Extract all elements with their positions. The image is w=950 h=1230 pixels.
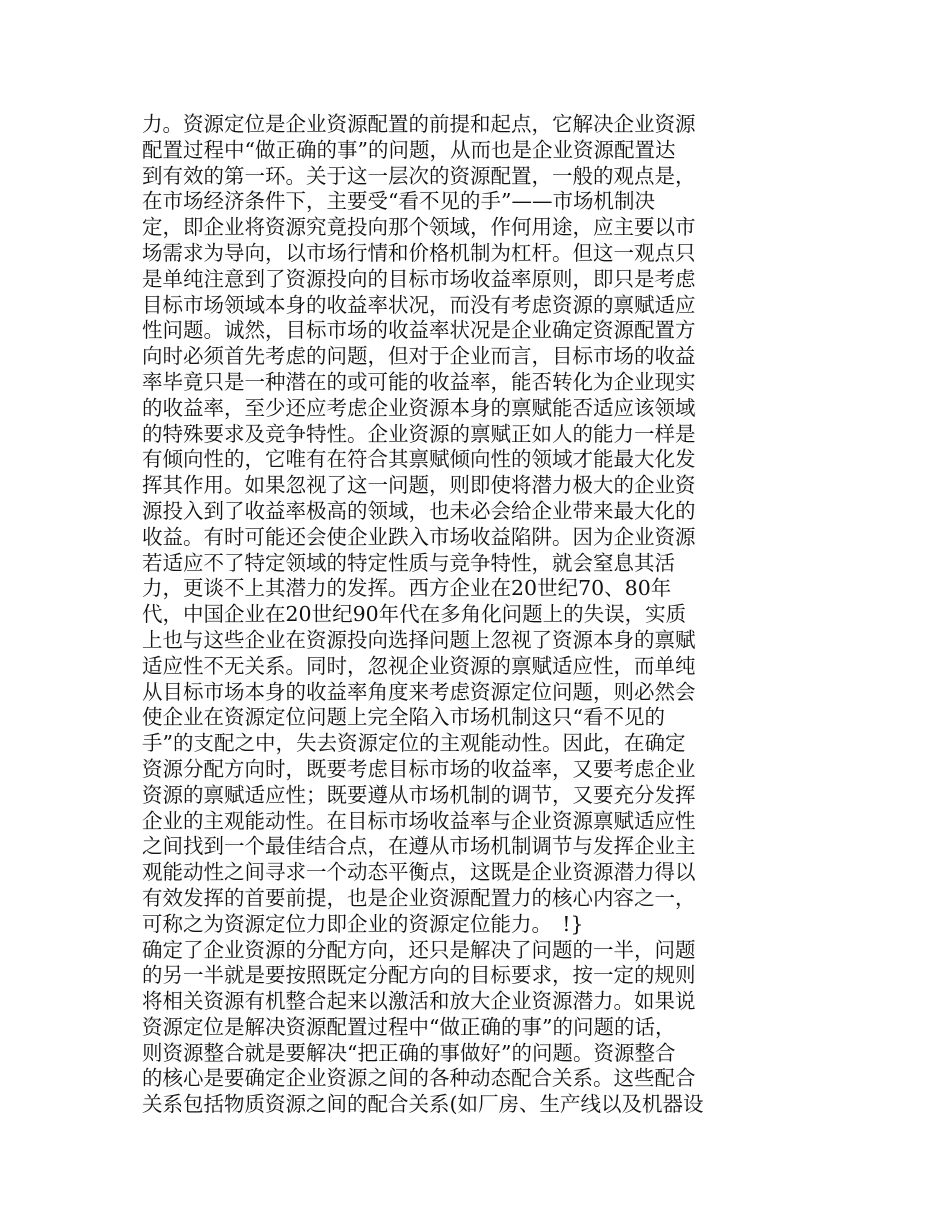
text-line: 目标市场领域本身的收益率状况，而没有考虑资源的禀赋适应 xyxy=(142,292,696,317)
text-line: 配置过程中“做正确的事”的问题，从而也是企业资源配置达 xyxy=(142,137,676,162)
text-line: 挥其作用。如果忽视了这一问题，则即使将潜力极大的企业资 xyxy=(142,473,696,498)
text-line: 的特殊要求及竞争特性。企业资源的禀赋正如人的能力一样是 xyxy=(142,421,696,446)
text-line: 有倾向性的，它唯有在符合其禀赋倾向性的领域才能最大化发 xyxy=(142,447,696,472)
text-line: 代，中国企业在20世纪90年代在多角化问题上的失误，实质 xyxy=(142,602,687,627)
text-line: 性问题。诚然，目标市场的收益率状况是企业确定资源配置方 xyxy=(142,318,696,343)
text-line: 的收益率，至少还应考虑企业资源本身的禀赋能否适应该领域 xyxy=(142,395,696,420)
text-line: 资源分配方向时，既要考虑目标市场的收益率，又要考虑企业 xyxy=(142,756,696,781)
text-line: 使企业在资源定位问题上完全陷入市场机制这只“看不见的 xyxy=(142,705,665,730)
text-line: 资源的禀赋适应性；既要遵从市场机制的调节，又要充分发挥 xyxy=(142,782,696,807)
text-line: 上也与这些企业在资源投向选择问题上忽视了资源本身的禀赋 xyxy=(142,627,696,652)
text-line: 在市场经济条件下，主要受“看不见的手”——市场机制决 xyxy=(142,189,655,214)
text-line: 力。资源定位是企业资源配置的前提和起点，它解决企业资源 xyxy=(142,112,696,136)
text-line: 是单纯注意到了资源投向的目标市场收益率原则，即只是考虑 xyxy=(142,266,696,291)
text-line: 源投入到了收益率极高的领域，也未必会给企业带来最大化的 xyxy=(142,498,696,523)
text-line: 的另一半就是要按照既定分配方向的目标要求，按一定的规则 xyxy=(142,963,696,988)
text-line: 率毕竟只是一种潜在的或可能的收益率，能否转化为企业现实 xyxy=(142,369,696,394)
document-body xyxy=(142,112,742,1118)
text-line: 定，即企业将资源究竟投向那个领域，作何用途，应主要以市 xyxy=(142,215,696,240)
text-line: 企业的主观能动性。在目标市场收益率与企业资源禀赋适应性 xyxy=(142,808,696,833)
text-line: 场需求为导向，以市场行情和价格机制为杠杆。但这一观点只 xyxy=(142,240,696,265)
text-line: 手”的支配之中，失去资源定位的主观能动性。因此，在确定 xyxy=(142,731,686,756)
text-line: 资源定位是解决资源配置过程中“做正确的事”的问题的话， xyxy=(142,1014,676,1039)
text-line: 有效发挥的首要前提，也是企业资源配置力的核心内容之一， xyxy=(142,885,696,910)
text-line: 向时必须首先考虑的问题，但对于企业而言，目标市场的收益 xyxy=(142,344,696,369)
text-line: 关系包括物质资源之间的配合关系(如厂房、生产线以及机器设 xyxy=(142,1092,704,1117)
text-line: 确定了企业资源的分配方向，还只是解决了问题的一半，问题 xyxy=(142,937,696,962)
text-line: 则资源整合就是要解决“把正确的事做好”的问题。资源整合 xyxy=(142,1040,676,1065)
text-line: 适应性不无关系。同时，忽视企业资源的禀赋适应性，而单纯 xyxy=(142,653,696,678)
text-line: 之间找到一个最佳结合点，在遵从市场机制调节与发挥企业主 xyxy=(142,834,696,859)
text-line: 收益。有时可能还会使企业跌入市场收益陷阱。因为企业资源 xyxy=(142,524,696,549)
text-line: 观能动性之间寻求一个动态平衡点，这既是企业资源潜力得以 xyxy=(142,860,696,885)
text-line: 力，更谈不上其潜力的发挥。西方企业在20世纪70、80年 xyxy=(142,576,672,601)
text-line: 若适应不了特定领域的特定性质与竞争特性，就会窒息其活 xyxy=(142,550,675,575)
text-line: 到有效的第一环。关于这一层次的资源配置，一般的观点是， xyxy=(142,163,696,188)
text-line: 可称之为资源定位力即企业的资源定位能力。 !} xyxy=(142,911,584,936)
text-line: 从目标市场本身的收益率角度来考虑资源定位问题，则必然会 xyxy=(142,679,696,704)
text-line: 的核心是要确定企业资源之间的各种动态配合关系。这些配合 xyxy=(142,1066,696,1091)
text-line: 将相关资源有机整合起来以激活和放大企业资源潜力。如果说 xyxy=(142,989,696,1014)
